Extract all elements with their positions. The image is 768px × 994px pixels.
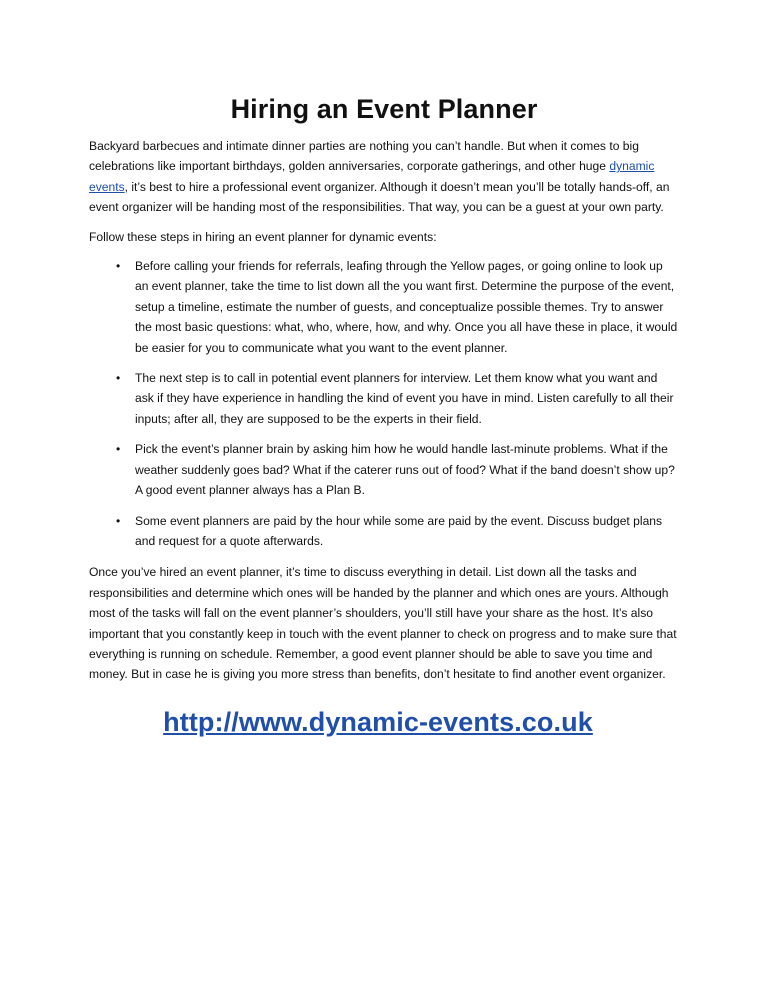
step-item — [89, 511, 679, 552]
steps-list — [89, 256, 679, 551]
step-text: Pick the event’s planner brain by asking him how he would handle last-minute problems. What if the weather suddenly goes bad? What if the caterer runs out of food? What if the band doesn’t show up? A good event planner always has a Plan B. — [135, 442, 675, 498]
step-text: Some event planners are paid by the hour while some are paid by the event. Discuss budget plans and request for a quote afterwards. — [135, 513, 663, 548]
bullet-icon: • — [116, 259, 121, 274]
step-item — [89, 368, 679, 429]
bullet-icon: • — [116, 513, 121, 528]
closing-paragraph: Once you’ve hired an event planner, it’s time to discuss everything in detail. List down all the tasks and responsibilities and determine which ones will be handed by the planner and which ones are yours. Although most of the tasks will fall on the event planner’s shoulders, you’ll still have your share as the host. It’s also important that you constantly keep in touch with the event planner to check on progress and to make sure that everything is running on schedule. Remember, a good event planner should be able to save you time and money. But in case he is giving you more stress than benefits, don’t hesitate to find another event organizer. — [89, 565, 677, 682]
dynamic-events-link[interactable]: dynamic events — [89, 159, 655, 194]
website-url-link[interactable]: http://www.dynamic-events.co.uk — [163, 706, 593, 737]
step-item — [89, 439, 679, 500]
step-text: The next step is to call in potential event planners for interview. Let them know what you want and ask if they have experience in handling the kind of event you have in mind. Listen carefully to all their inputs; after all, they are supposed to be the experts in their field. — [135, 371, 674, 426]
bullet-icon: • — [116, 442, 121, 457]
document-title: Hiring an Event Planner — [230, 94, 538, 124]
steps-intro: Follow these steps in hiring an event planner for dynamic events: — [89, 229, 437, 244]
document-page — [89, 92, 679, 739]
intro-text-before-link: Backyard barbecues and intimate dinner parties are nothing you can’t handle. But when it comes to big celebrations like important birthdays, golden anniversaries, corporate gatherings, and other huge — [89, 139, 639, 174]
step-text: Before calling your friends for referrals, leafing through the Yellow pages, or going online to look up an event planner, take the time to list down all the you want first. Determine the purpose of the event, setup a timeline, estimate the number of guests, and conceptualize possible themes. Try to answer the most basic questions: what, who, where, how, and why. Once you all have these in place, it would be easier for you to communicate what you want to the event planner. — [135, 259, 678, 355]
step-item — [89, 256, 679, 358]
bullet-icon: • — [116, 371, 121, 386]
intro-text-after-link: , it’s best to hire a professional event organizer. Although it doesn’t mean you’ll be totally hands-off, an event organizer will be handing most of the responsibilities. That way, you can be a guest at your own party. — [89, 179, 670, 215]
intro-paragraph — [89, 136, 679, 218]
